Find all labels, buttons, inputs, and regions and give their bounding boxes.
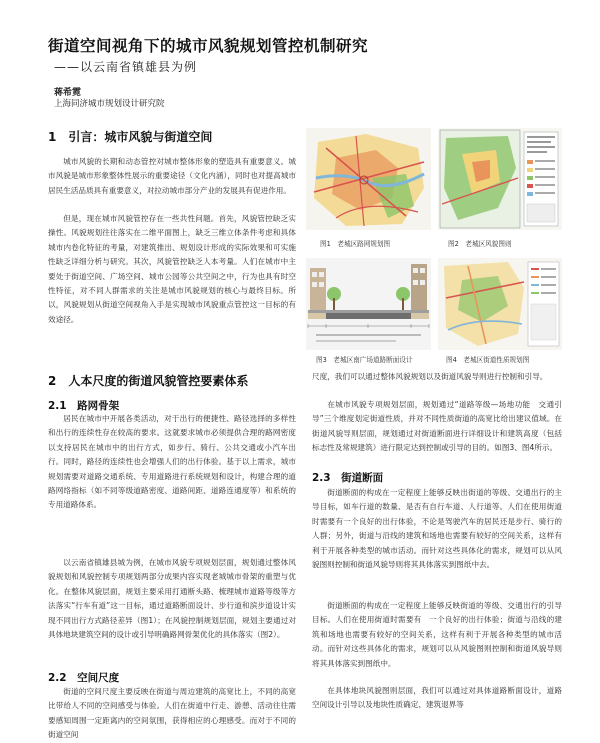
author-name: 蒋希霓: [54, 88, 82, 98]
section-2-3-paragraph-2: 街道断面的构成在一定程度上能够反映街道的等级、交通出行的引导目标。人们在使用街道时需要有 一个良好的出行体验；街道与沿线的建筑和场地也需要有较好的空间关系，这样有利于开展各种类型的城市活动。而针对这些具体化的需求，规划可以从风貌图则控制和街道风貌导则将其具体落实到图纸中。: [312, 601, 562, 668]
section-1-paragraph-1: 城市风貌的长期和动态管控对城市整体形象的塑造具有重要意义。城市风貌是城市形象整体性展示的重要途径（文化内涵），同时也对提高城市居民生活品质具有重要意义，对拉动城市部分产业的发展具有促进作用。: [48, 157, 296, 195]
section-1-paragraph-2: 但是，现在城市风貌管控存在一些共性问题。首先，风貌管控缺乏实操性。风貌规划往往落实在二维平面图上，缺乏三维立体条件考虑和具体城市内卷化特征的考量，对建筑推出、规划设计形成的实际效果和可实施性缺乏详细分析与研究。其次，风貌管控缺乏人本考量。人们在城市中主要处于街道空间、广场空间、城市公园等公共空间之中，行为也具有时空性特征，对不同人群需求的关注是城市风貌规划的核心与最终目标。所以，风貌规划从街道空间视角入手是实现城市风貌重点管控这一目标的有效途径。: [48, 214, 296, 324]
right-column-paragraph-2: 在城市风貌专项规划层面，规划通过“道路等级—场地功能 交通引导”三个维度划定街道性质，并对不同性质街道的高宽比给出建议值域。在街道风貌导则层面，规划通过对街道断面进行详细设计和建筑高度（包括标志性及常规建筑）进行限定达到控制或引导的目的。如图3、图4所示。: [312, 400, 562, 453]
figure-2-style-plan-map: [438, 128, 562, 230]
figure-4-street-nature-map: [438, 258, 562, 350]
paper-title: 街道空间视角下的城市风貌规划管控机制研究: [48, 37, 369, 55]
section-2-3-paragraph-3: 在具体地块风貌图则层面，我们可以通过对具体道路断面设计，道路空间设计引导以及地块性质确定、建筑退界等: [312, 686, 562, 710]
section-2-2-heading: 2.2 空间尺度: [48, 672, 120, 684]
figure-3-caption: 图3 老城区南广场道路断面设计: [316, 356, 413, 364]
figure-3-street-section: [306, 258, 431, 350]
section-2-3-heading: 2.3 街道断面: [312, 472, 384, 484]
figure-1-road-network-map: [306, 128, 431, 230]
section-2-3-paragraph-1: 街道断面的构成在一定程度上能够反映出街道的等级、交通出行的主导目标，如车行道的数量、是否有自行车道、人行道等。人们在使用街道时需要有一个良好的出行体验，不论是驾驶汽车的居民还是步行、骑行的人群；另外，街道与沿线的建筑和场地也需要有较好的空间关系，这样有利于开展各种类型的城市活动。而针对这些具体化的需求，规划可以从风貌图则控制和街道风貌导则将其具体落实到图纸中去。: [312, 488, 562, 570]
section-2-1-paragraph-2: 以云南省镇雄县城为例，在城市风貌专项规划层面，规划通过整体风貌规划和风貌控制专项规划两部分成果内容实现老城城市骨架的重塑与优化。在整体风貌层面，规划主要采用打通断头路、梳理城市道路等级等方法落实“行车有道”这一目标，通过道路断面设计、步行道和滨步道设计实现不同出行方式路径差异（图1）；在风貌控制规划层面，规划主要通过对具体地块建筑空间的设计或引导明确路网骨架优化的具体落实（图2）。: [48, 558, 296, 640]
figure-1-caption: 图1 老城区路网规划图: [320, 240, 391, 248]
right-column-paragraph-1: 尺度，我们可以通过整体风貌规划以及街道风貌导则进行控制和引导。: [312, 372, 548, 381]
figure-4-caption: 图4 老城区街道性质规划图: [446, 356, 530, 364]
figure-2-caption: 图2 老城区风貌图则: [448, 240, 512, 248]
section-2-2-paragraph-1: 街道的空间尺度主要反映在街道与周边建筑的高宽比上，不同的高宽比带给人不同的空间感受与体验。人们在街道中行走、游憩、活动往往需要感知周围一定距离内的空间氛围，获得相应的心理感受。而对于不同的街道空间: [48, 687, 296, 740]
paper-subtitle: ——以云南省镇雄县为例: [54, 60, 198, 74]
section-1-heading: 1 引言：城市风貌与街道空间: [48, 130, 213, 144]
section-2-1-paragraph-1: 居民在城市中开展各类活动，对于出行的便捷性、路径选择的多样性和出行的连续性存在较高的要求。这就要求城市必须提供合理的路网密度以支持居民在城市中的出行方式，如步行、骑行、公共交通或小汽车出行。同时，路径的连续性也会增强人们的出行体验。基于以上需求，城市规划需要对道路交通系统、专用道路进行系统规划和设计，构建合理的道路网络指标（如不同等级道路密度、道路间距、道路连通度等）和系统的专用道路体系。: [48, 414, 296, 510]
section-2-heading: 2 人本尺度的街道风貌管控要素体系: [48, 374, 249, 388]
section-2-1-heading: 2.1 路网骨架: [48, 400, 120, 412]
author-affiliation: 上海同济城市规划设计研究院: [54, 99, 165, 109]
